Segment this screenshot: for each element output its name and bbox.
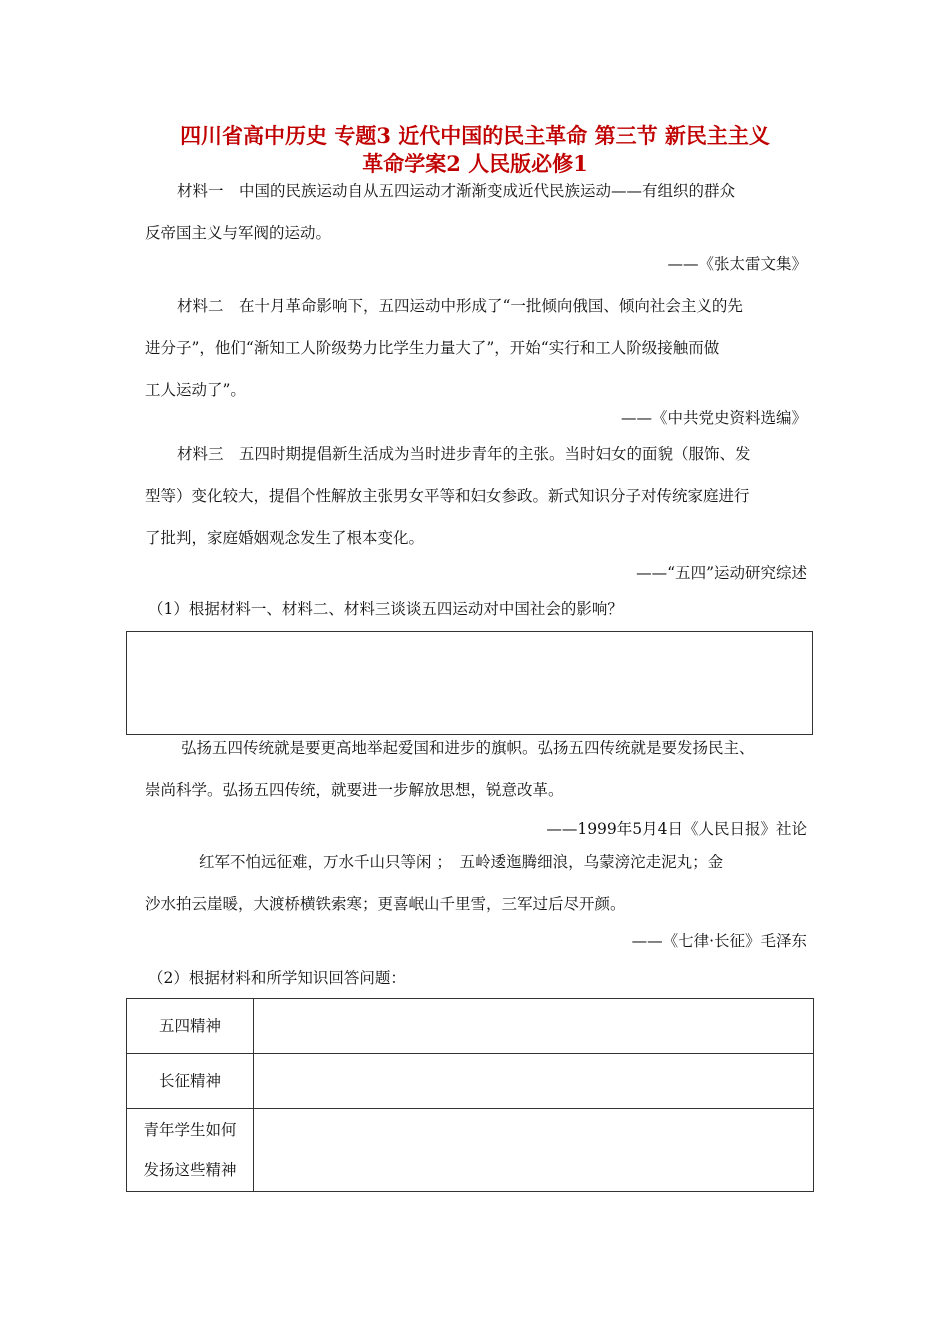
table-row [127,1109,814,1192]
material-4-text [145,727,815,811]
material-5-line-2: 沙水拍云崖暖，大渡桥横铁索寒；更喜岷山千里雪，三军过后尽开颜。 [145,895,626,913]
material-4-line-2: 崇尚科学。弘扬五四传统，就要进一步解放思想，锐意改革。 [145,781,564,799]
question-2: （2）根据材料和所学知识回答问题： [148,969,406,987]
material-3-line-1: 材料三 五四时期提倡新生活成为当时进步青年的主张。当时妇女的面貌（服饰、发 [177,445,751,463]
material-2-text [145,285,815,411]
material-5-source: ——《七律·长征》毛泽东 [631,932,807,950]
material-2-line-1: 材料二 在十月革命影响下，五四运动中形成了“一批倾向俄国、倾向社会主义的先 [177,297,743,315]
material-3-text [145,433,815,559]
material-5-line-1: 红军不怕远征难，万水千山只等闲 ； 五岭逶迤腾细浪，乌蒙滂沱走泥丸；金 [199,853,724,871]
material-2-source: ——《中共党史资料选编》 [620,409,807,427]
material-3-source: ——“五四”运动研究综述 [636,564,807,582]
table-row [127,1054,814,1109]
row-label-wusi-spirit: 五四精神 [127,999,254,1054]
material-1-text [145,170,815,254]
title-line-2: 革命学案2 人民版必修1 [362,151,588,176]
material-5-text [145,841,815,925]
material-1-line-1: 材料一 中国的民族运动自从五四运动才渐渐变成近代民族运动——有组织的群众 [177,182,736,200]
material-4-source: ——1999年5月4日《人民日报》社论 [546,820,807,838]
row-label-students-carry-forward [127,1109,254,1192]
answer-cell-students-carry-forward[interactable] [254,1109,814,1192]
answer-cell-long-march-spirit[interactable] [254,1054,814,1109]
material-4-line-1: 弘扬五四传统就是要更高地举起爱国和进步的旗帜。弘扬五四传统就是要发扬民主、 [181,739,755,757]
title-line-1: 四川省高中历史 专题3 近代中国的民主革命 第三节 新民主主义 [180,123,770,148]
row-label-long-march-spirit: 长征精神 [127,1054,254,1109]
material-3-line-2: 型等）变化较大，提倡个性解放主张男女平等和妇女参政。新式知识分子对传统家庭进行 [145,487,750,505]
answer-cell-wusi-spirit[interactable] [254,999,814,1054]
row-label-line-2: 发扬这些精神 [143,1161,237,1179]
material-3-line-3: 了批判，家庭婚姻观念发生了根本变化。 [145,529,425,547]
material-1-source: ——《张太雷文集》 [667,255,807,273]
question-1: （1）根据材料一、材料二、材料三谈谈五四运动对中国社会的影响？ [148,600,623,618]
answer-table [126,998,814,1192]
material-1-line-2: 反帝国主义与军阀的运动。 [145,224,332,242]
question-1-answer-box[interactable] [126,631,813,735]
material-2-line-3: 工人运动了”。 [145,381,246,399]
table-row [127,999,814,1054]
row-label-line-1: 青年学生如何 [143,1121,237,1139]
material-2-line-2: 进分子”，他们“渐知工人阶级势力比学生力量大了”，开始“实行和工人阶级接触而做 [145,339,720,357]
